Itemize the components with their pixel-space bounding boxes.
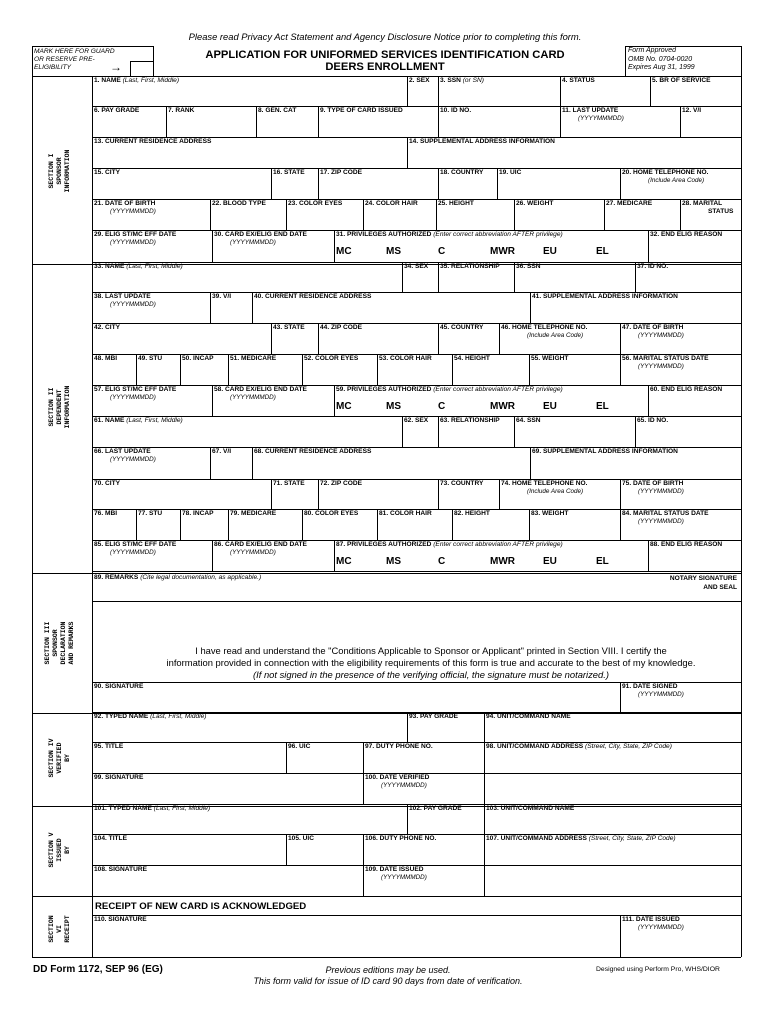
declaration-line-1: I have read and understand the "Conditions Applicable to Sponsor or Applicant" printed in Section VIII. I certify the <box>195 645 667 656</box>
field-42[interactable] <box>92 323 271 353</box>
field-79[interactable] <box>228 509 302 539</box>
field-label: 84. MARITAL STATUS DATE <box>622 510 709 517</box>
field-hint: (Street, City, State, ZIP Code) <box>585 743 672 750</box>
field-label: 23. COLOR EYES <box>288 200 343 207</box>
field-96[interactable] <box>286 742 363 772</box>
field-109[interactable] <box>363 865 484 895</box>
field-hint: (Last, First, Middle) <box>126 417 183 424</box>
field-20[interactable] <box>620 168 741 198</box>
field-63[interactable] <box>438 416 514 446</box>
field-28a[interactable] <box>680 199 741 229</box>
field-69[interactable] <box>530 447 741 477</box>
date-format-hint: (YYYYMMMDD) <box>381 873 427 881</box>
field-11[interactable] <box>560 106 680 136</box>
field-label: 71. STATE <box>273 480 305 487</box>
field-label: 5. BR OF SERVICE <box>652 77 711 84</box>
field-label: 30. CARD EX/ELIG END DATE <box>214 231 307 238</box>
field-label: 52. COLOR EYES <box>304 355 359 362</box>
field-label: 104. TITLE <box>94 835 127 842</box>
field-9[interactable] <box>318 106 438 136</box>
field-label: 101. TYPED NAME <box>94 805 152 812</box>
field-label: 28. MARITAL <box>682 200 723 207</box>
field-label: 103. UNIT/COMMAND NAME <box>486 805 575 812</box>
field-label: 79. MEDICARE <box>230 510 277 517</box>
field-label: 85. ELIG ST/MC EFF DATE <box>94 541 177 548</box>
field-57[interactable] <box>92 385 212 415</box>
privilege-el: EL <box>596 556 609 567</box>
field-label: 94. UNIT/COMMAND NAME <box>486 713 571 720</box>
field-1[interactable] <box>92 76 407 106</box>
field-26[interactable] <box>514 199 604 229</box>
field-34[interactable] <box>402 262 438 292</box>
field-label: 42. CITY <box>94 324 121 331</box>
field-label: 110. SIGNATURE <box>94 916 147 923</box>
field-label: 22. BLOOD TYPE <box>212 200 266 207</box>
privilege-mwr: MWR <box>490 556 515 567</box>
field-53[interactable] <box>377 354 452 384</box>
field-hint: (Last, First, Middle) <box>153 805 211 812</box>
field-label: 39. V/I <box>212 293 232 300</box>
field-86[interactable] <box>212 540 334 570</box>
field-83[interactable] <box>529 509 620 539</box>
field-label: 109. DATE ISSUED <box>365 866 424 873</box>
date-format-hint: (YYYYMMMDD) <box>638 362 684 370</box>
field-41[interactable] <box>530 292 741 322</box>
field-7[interactable] <box>166 106 256 136</box>
field-label: 14. SUPPLEMENTAL ADDRESS INFORMATION <box>409 138 555 145</box>
field-label: 4. STATUS <box>562 77 595 84</box>
section-4-label: SECTION IV VERIFIED BY <box>48 738 71 778</box>
field-44[interactable] <box>318 323 438 353</box>
field-36[interactable] <box>514 262 635 292</box>
field-88[interactable] <box>648 540 741 570</box>
form-subtitle: DEERS ENROLLMENT <box>325 61 445 73</box>
field-label: 32. END ELIG REASON <box>650 231 723 238</box>
privilege-mwr: MWR <box>490 401 515 412</box>
field-24[interactable] <box>363 199 436 229</box>
field-label: 63. RELATIONSHIP <box>440 417 500 424</box>
field-51[interactable] <box>228 354 302 384</box>
date-format-hint: (YYYYMMMDD) <box>110 238 156 246</box>
section-3-label: SECTION III SPONSOR DECLARATION AND REMARKS <box>44 621 75 665</box>
field-30[interactable] <box>212 230 334 260</box>
field-label-2: STATUS <box>708 207 734 215</box>
field-8[interactable] <box>256 106 318 136</box>
field-label: 86. CARD EX/ELIG END DATE <box>214 541 307 548</box>
field-85[interactable] <box>92 540 212 570</box>
date-format-hint: (YYYYMMMDD) <box>638 487 684 495</box>
field-94[interactable] <box>484 712 741 742</box>
section-2-label: SECTION II DEPENDENT INFORMATION <box>48 385 71 429</box>
field-label: 98. UNIT/COMMAND ADDRESS <box>486 743 584 750</box>
field-49[interactable] <box>136 354 180 384</box>
field-77[interactable] <box>136 509 180 539</box>
form-id: DD Form 1172, SEP 96 (EG) <box>33 964 163 975</box>
field-label: 1. NAME <box>94 77 121 84</box>
privilege-el: EL <box>596 246 609 257</box>
field-label: 9. TYPE OF CARD ISSUED <box>320 107 403 114</box>
privilege-c: C <box>438 401 446 412</box>
field-68[interactable] <box>252 447 530 477</box>
field-37[interactable] <box>635 262 741 292</box>
field-17[interactable] <box>318 168 438 198</box>
field-label: 72. ZIP CODE <box>320 480 363 487</box>
field-47[interactable] <box>620 323 741 353</box>
field-12[interactable] <box>680 106 741 136</box>
field-label: 2. SEX <box>409 77 430 84</box>
field-82[interactable] <box>452 509 529 539</box>
field-label: 106. DUTY PHONE NO. <box>365 835 437 842</box>
field-label: 36. SSN <box>516 263 541 270</box>
field-label: 68. CURRENT RESIDENCE ADDRESS <box>254 448 372 455</box>
field-label: 105. UIC <box>288 835 315 842</box>
field-label: 67. V/I <box>212 448 232 455</box>
field-hint: (Last, First, Middle) <box>122 77 180 84</box>
field-5[interactable] <box>650 76 741 106</box>
approval-line-3: Expires Aug 31, 1999 <box>628 64 695 71</box>
field-23[interactable] <box>286 199 363 229</box>
guard-line-2: OR RESERVE PRE- <box>34 56 95 63</box>
field-label: 3. SSN <box>440 77 461 84</box>
field-label: 99. SIGNATURE <box>94 774 144 781</box>
date-format-hint: (YYYYMMMDD) <box>230 238 276 246</box>
field-label: 29. ELIG ST/MC EFF DATE <box>94 231 177 238</box>
privilege-ms: MS <box>386 246 401 257</box>
field-label: 73. COUNTRY <box>440 480 484 487</box>
field-97[interactable] <box>363 742 484 772</box>
field-50[interactable] <box>180 354 228 384</box>
field-label: 65. ID NO. <box>637 417 669 424</box>
guard-checkbox[interactable] <box>130 61 154 76</box>
privilege-eu: EU <box>543 556 557 567</box>
privilege-el: EL <box>596 401 609 412</box>
field-hint: (Include Area Code) <box>648 176 705 184</box>
field-label: 45. COUNTRY <box>440 324 484 331</box>
field-label: 55. WEIGHT <box>531 355 569 362</box>
previous-editions: Previous editions may be used. <box>325 965 451 975</box>
guard-line-3: ELIGIBILITY <box>34 64 72 71</box>
field-22[interactable] <box>210 199 286 229</box>
field-label: 93. PAY GRADE <box>409 713 458 720</box>
field-hint: (Include Area Code) <box>527 331 584 339</box>
field-label: 46. HOME TELEPHONE NO. <box>501 324 588 331</box>
field-label: 107. UNIT/COMMAND ADDRESS <box>486 835 587 842</box>
field-105[interactable] <box>286 834 363 864</box>
field-55[interactable] <box>529 354 620 384</box>
field-label: 60. END ELIG REASON <box>650 386 723 393</box>
field-label: 37. ID NO. <box>637 263 669 270</box>
form-title: APPLICATION FOR UNIFORMED SERVICES IDENTIFICATION CARD <box>205 49 565 61</box>
field-label: 76. MBI <box>94 510 118 517</box>
field-104[interactable] <box>92 834 286 864</box>
field-label: 53. COLOR HAIR <box>379 355 432 362</box>
declaration-line-2: information provided in connection with the eligibility requirements of this form is true and accurate to the best of my knowledge. <box>166 657 696 668</box>
field-90[interactable] <box>92 682 620 712</box>
field-38[interactable] <box>92 292 210 322</box>
privacy-notice: Please read Privacy Act Statement and Agency Disclosure Notice prior to completing this form. <box>188 31 582 42</box>
field-label: 81. COLOR HAIR <box>379 510 432 517</box>
field-hint: (Include Area Code) <box>527 487 584 495</box>
field-label: 21. DATE OF BIRTH <box>94 200 156 207</box>
field-label: 44. ZIP CODE <box>320 324 363 331</box>
field-3[interactable] <box>438 76 560 106</box>
field-label: 35. RELATIONSHIP <box>440 263 500 270</box>
field-label: 27. MEDICARE <box>606 200 653 207</box>
field-label: 15. CITY <box>94 169 121 176</box>
field-103[interactable] <box>484 804 741 834</box>
field-label: 47. DATE OF BIRTH <box>622 324 684 331</box>
field-label: 16. STATE <box>273 169 305 176</box>
field-label: 111. DATE ISSUED <box>622 916 680 923</box>
field-label: 6. PAY GRADE <box>94 107 140 114</box>
field-70[interactable] <box>92 479 271 509</box>
field-14[interactable] <box>407 137 741 167</box>
field-label: 7. RANK <box>168 107 195 114</box>
field-label: 56. MARITAL STATUS DATE <box>622 355 709 362</box>
field-label: 95. TITLE <box>94 743 124 750</box>
field-label: 26. WEIGHT <box>516 200 554 207</box>
section-1-label: SECTION I SPONSOR INFORMATION <box>48 149 71 193</box>
date-format-hint: (YYYYMMMDD) <box>110 548 156 556</box>
field-label: 58. CARD EX/ELIG END DATE <box>214 386 307 393</box>
date-format-hint: (YYYYMMMDD) <box>638 923 684 931</box>
field-label: 102. PAY GRADE <box>409 805 462 812</box>
field-100[interactable] <box>363 773 484 803</box>
field-16[interactable] <box>271 168 318 198</box>
field-71[interactable] <box>271 479 318 509</box>
field-label: 74. HOME TELEPHONE NO. <box>501 480 588 487</box>
privilege-ms: MS <box>386 556 401 567</box>
privilege-mc: MC <box>336 401 352 412</box>
field-65[interactable] <box>635 416 741 446</box>
field-label: 87. PRIVILEGES AUTHORIZED <box>336 541 432 548</box>
field-61[interactable] <box>92 416 402 446</box>
field-35[interactable] <box>438 262 514 292</box>
field-84[interactable] <box>620 509 741 539</box>
field-107[interactable] <box>484 834 741 864</box>
field-label: 66. LAST UPDATE <box>94 448 151 455</box>
receipt-heading: RECEIPT OF NEW CARD IS ACKNOWLEDGED <box>95 901 307 912</box>
field-hint: (or SN) <box>462 77 484 84</box>
field-label: 100. DATE VERIFIED <box>365 774 430 781</box>
field-label: 40. CURRENT RESIDENCE ADDRESS <box>254 293 372 300</box>
omb-approval <box>628 47 695 73</box>
approval-line-2: OMB No. 0704-0020 <box>628 55 693 63</box>
field-67[interactable] <box>210 447 252 477</box>
field-6[interactable] <box>92 106 166 136</box>
field-label: 59. PRIVILEGES AUTHORIZED <box>336 386 432 393</box>
field-label: 43. STATE <box>273 324 305 331</box>
field-label: 31. PRIVILEGES AUTHORIZED <box>336 231 432 238</box>
field-label: 78. INCAP <box>182 510 214 517</box>
field-101[interactable] <box>92 804 407 834</box>
field-19[interactable] <box>497 168 620 198</box>
date-format-hint: (YYYYMMMDD) <box>381 781 427 789</box>
date-format-hint: (YYYYMMMDD) <box>110 455 156 463</box>
validity-note: This form valid for issue of ID card 90 days from date of verification. <box>253 976 523 986</box>
field-4[interactable] <box>560 76 650 106</box>
field-95[interactable] <box>92 742 286 772</box>
date-format-hint: (YYYYMMMDD) <box>638 331 684 339</box>
field-label: 64. SSN <box>516 417 541 424</box>
field-66[interactable] <box>92 447 210 477</box>
field-58[interactable] <box>212 385 334 415</box>
field-93[interactable] <box>407 712 484 742</box>
field-hint: (Last, First, Middle) <box>126 263 183 270</box>
field-98[interactable] <box>484 742 741 772</box>
field-hint: (Last, First, Middle) <box>150 713 207 720</box>
field-102[interactable] <box>407 804 484 834</box>
field-73[interactable] <box>438 479 499 509</box>
field-89[interactable] <box>92 573 592 603</box>
section-6-label: SECTION VI RECEIPT <box>48 915 71 943</box>
field-25[interactable] <box>436 199 514 229</box>
field-39[interactable] <box>210 292 252 322</box>
field-43[interactable] <box>271 323 318 353</box>
date-format-hint: (YYYYMMMDD) <box>110 393 156 401</box>
field-label: 10. ID NO. <box>440 107 472 114</box>
date-format-hint: (YYYYMMMDD) <box>230 393 276 401</box>
field-hint: (Enter correct abbreviation AFTER privilege) <box>433 541 563 548</box>
field-18[interactable] <box>438 168 497 198</box>
field-label: 50. INCAP <box>182 355 214 362</box>
field-label: 96. UIC <box>288 743 311 750</box>
field-label: 20. HOME TELEPHONE NO. <box>622 169 709 176</box>
privilege-mwr: MWR <box>490 246 515 257</box>
date-format-hint: (YYYYMMMDD) <box>110 207 156 215</box>
field-label: 83. WEIGHT <box>531 510 569 517</box>
field-hint: (Street, City, State, ZIP Code) <box>588 835 676 842</box>
field-label: 11. LAST UPDATE <box>562 107 619 114</box>
field-21[interactable] <box>92 199 210 229</box>
field-label: 108. SIGNATURE <box>94 866 148 873</box>
field-label: 62. SEX <box>404 417 429 424</box>
field-label: 54. HEIGHT <box>454 355 490 362</box>
date-format-hint: (YYYYMMMDD) <box>638 517 684 525</box>
field-40[interactable] <box>252 292 530 322</box>
approval-line-1: Form Approved <box>628 47 676 54</box>
field-label: 97. DUTY PHONE NO. <box>365 743 433 750</box>
section-5-label: SECTION V ISSUED BY <box>48 832 71 868</box>
field-label: 33. NAME <box>94 263 125 270</box>
guard-line-1: MARK HERE FOR GUARD <box>34 48 115 55</box>
field-label: 12. V/I <box>682 107 702 114</box>
field-label: 75. DATE OF BIRTH <box>622 480 684 487</box>
field-hint: (Cite legal documentation, as applicable.) <box>140 574 262 581</box>
field-56[interactable] <box>620 354 741 384</box>
privilege-mc: MC <box>336 556 352 567</box>
privilege-c: C <box>438 246 446 257</box>
field-48[interactable] <box>92 354 136 384</box>
field-label: 88. END ELIG REASON <box>650 541 723 548</box>
field-hint: (Enter correct abbreviation AFTER privilege) <box>433 231 563 238</box>
field-10[interactable] <box>438 106 560 136</box>
field-99[interactable] <box>92 773 363 803</box>
field-33[interactable] <box>92 262 402 292</box>
field-108[interactable] <box>92 865 363 895</box>
field-29[interactable] <box>92 230 212 260</box>
field-label: 19. UIC <box>499 169 522 176</box>
designed-credit: Designed using Perform Pro, WHS/DIOR <box>596 966 720 973</box>
field-75[interactable] <box>620 479 741 509</box>
field-label: 41. SUPPLEMENTAL ADDRESS INFORMATION <box>532 293 678 300</box>
field-92[interactable] <box>92 712 407 742</box>
field-label: 8. GEN. CAT <box>258 107 297 114</box>
field-label: 24. COLOR HAIR <box>365 200 418 207</box>
field-106[interactable] <box>363 834 484 864</box>
privilege-eu: EU <box>543 401 557 412</box>
privilege-mc: MC <box>336 246 352 257</box>
field-label: 70. CITY <box>94 480 121 487</box>
field-52[interactable] <box>302 354 377 384</box>
privilege-c: C <box>438 556 446 567</box>
field-60[interactable] <box>648 385 741 415</box>
field-45[interactable] <box>438 323 499 353</box>
field-54[interactable] <box>452 354 529 384</box>
arrow-right-icon: → <box>110 60 122 74</box>
field-label: 90. SIGNATURE <box>94 683 144 690</box>
field-label: 25. HEIGHT <box>438 200 474 207</box>
field-76[interactable] <box>92 509 136 539</box>
field-label: 13. CURRENT RESIDENCE ADDRESS <box>94 138 212 145</box>
field-hint: (Enter correct abbreviation AFTER privilege) <box>433 386 563 393</box>
field-74[interactable] <box>499 479 620 509</box>
field-label: 49. STU <box>138 355 163 362</box>
field-label: 80. COLOR EYES <box>304 510 359 517</box>
field-label: 48. MBI <box>94 355 118 362</box>
field-label: 89. REMARKS <box>94 574 139 581</box>
date-format-hint: (YYYYMMMDD) <box>578 114 624 122</box>
privilege-eu: EU <box>543 246 557 257</box>
guard-eligibility-text <box>34 48 115 72</box>
field-46[interactable] <box>499 323 620 353</box>
field-2[interactable] <box>407 76 438 106</box>
field-label: 57. ELIG ST/MC EFF DATE <box>94 386 177 393</box>
field-label: 38. LAST UPDATE <box>94 293 151 300</box>
date-format-hint: (YYYYMMMDD) <box>638 690 684 698</box>
field-110[interactable] <box>92 915 620 945</box>
field-32[interactable] <box>648 230 741 260</box>
field-label: 34. SEX <box>404 263 429 270</box>
field-label: 61. NAME <box>94 417 125 424</box>
field-label: 18. COUNTRY <box>440 169 484 176</box>
field-label: 51. MEDICARE <box>230 355 277 362</box>
field-80[interactable] <box>302 509 377 539</box>
field-72[interactable] <box>318 479 438 509</box>
field-111[interactable] <box>620 915 741 945</box>
field-label: 17. ZIP CODE <box>320 169 363 176</box>
field-label: 92. TYPED NAME <box>94 713 149 720</box>
field-label: 91. DATE SIGNED <box>622 683 678 690</box>
declaration-line-3: (If not signed in the presence of the verifying official, the signature must be notarized.) <box>253 669 609 680</box>
date-format-hint: (YYYYMMMDD) <box>110 300 156 308</box>
field-15[interactable] <box>92 168 271 198</box>
field-81[interactable] <box>377 509 452 539</box>
notary-seal-label: NOTARY SIGNATURE AND SEAL <box>669 575 737 591</box>
field-label: 77. STU <box>138 510 163 517</box>
field-62[interactable] <box>402 416 438 446</box>
field-13[interactable] <box>92 137 407 167</box>
date-format-hint: (YYYYMMMDD) <box>230 548 276 556</box>
field-64[interactable] <box>514 416 635 446</box>
field-label: 69. SUPPLEMENTAL ADDRESS INFORMATION <box>532 448 678 455</box>
field-27[interactable] <box>604 199 680 229</box>
field-label: 82. HEIGHT <box>454 510 490 517</box>
privilege-ms: MS <box>386 401 401 412</box>
field-91[interactable] <box>620 682 741 712</box>
field-78[interactable] <box>180 509 228 539</box>
